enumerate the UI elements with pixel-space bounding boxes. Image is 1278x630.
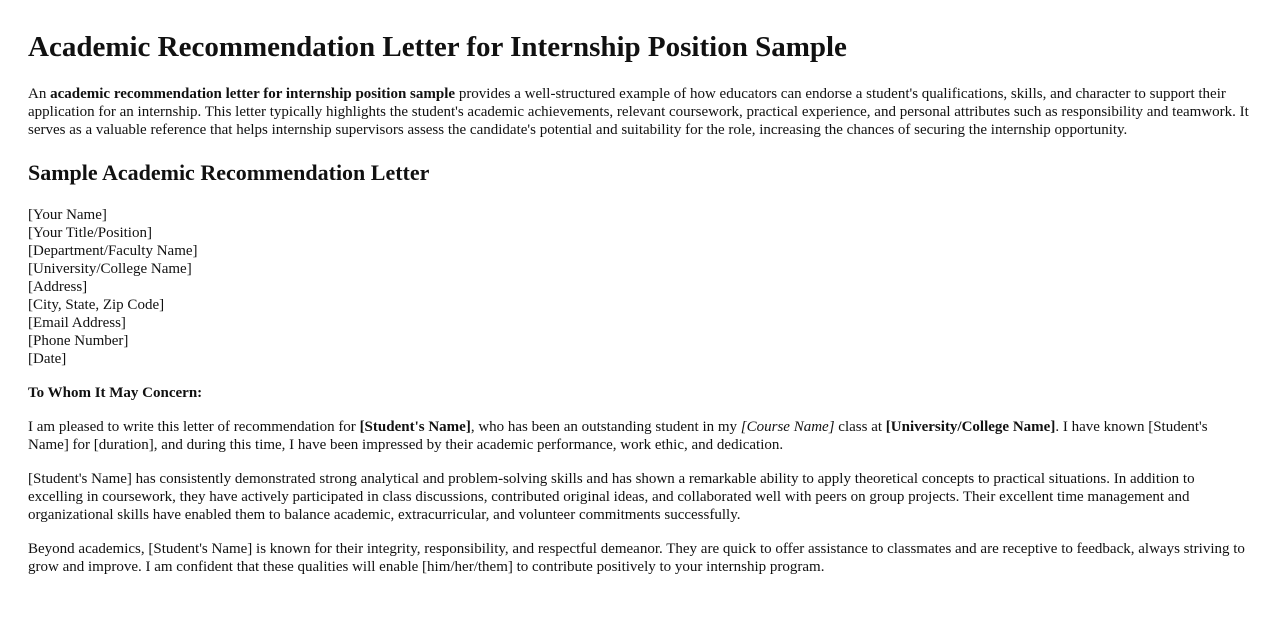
sender-line: [Phone Number]	[28, 333, 129, 349]
letter-paragraph-3: Beyond academics, [Student's Name] is known for their integrity, responsibility, and respectful demeanor. They are quick to offer assistance to classmates and are receptive to feedback, always striving to grow and improve. I am confident that these qualities will enable [him/her/them] to contribute positively to your internship program.	[28, 541, 1245, 575]
intro-rest: provides a well-structured example of how educators can endorse a student's qualifications, skills, and character to support their application for an internship. This letter typically highlights the student's academic achievements, relevant coursework, practical experience, and personal attributes such as responsibility and teamwork. It serves as a valuable reference that helps internship supervisors assess the candidate's potential and suitability for the role, increasing the chances of securing the internship opportunity.	[28, 86, 1249, 138]
page-title: Academic Recommendation Letter for Internship Position Sample	[28, 31, 847, 63]
document	[0, 29, 1278, 576]
sender-line: [Your Title/Position]	[28, 225, 152, 241]
sender-line: [University/College Name]	[28, 261, 192, 277]
intro-bold-phrase: academic recommendation letter for internship position sample	[50, 86, 456, 102]
sender-line: [Email Address]	[28, 315, 126, 331]
sender-line: [Your Name]	[28, 207, 107, 223]
sender-line: [City, State, Zip Code]	[28, 297, 165, 313]
section-title: Sample Academic Recommendation Letter	[28, 160, 430, 185]
letter-paragraph-2: [Student's Name] has consistently demonstrated strong analytical and problem-solving skills and has shown a remarkable ability to apply theoretical concepts to practical situations. In addition to excelling in coursework, they have actively participated in class discussions, contributed original ideas, and collaborated well with peers on group projects. Their excellent time management and organizational skills have enabled them to balance academic, extracurricular, and volunteer commitments successfully.	[28, 471, 1195, 523]
p1-text: I am pleased to write this letter of recommendation for	[28, 419, 360, 435]
p1-text: class at	[834, 419, 886, 435]
p1-course-name: [Course Name]	[740, 419, 835, 435]
sender-line: [Date]	[28, 351, 67, 367]
intro-paragraph	[28, 85, 1250, 139]
sender-line: [Address]	[28, 279, 88, 295]
letter-paragraph-1	[28, 418, 1250, 454]
p1-student-name: [Student's Name]	[359, 419, 471, 435]
sender-address-block	[28, 206, 1250, 368]
p1-text: . I have known [Student's Name] for [duration], and during this time, I have been impressed by their academic performance, work ethic, and dedication.	[28, 419, 1208, 453]
intro-prefix: An	[28, 86, 51, 102]
salutation: To Whom It May Concern:	[28, 385, 203, 401]
p1-university-name: [University/College Name]	[885, 419, 1056, 435]
p1-text: , who has been an outstanding student in my	[470, 419, 741, 435]
sender-line: [Department/Faculty Name]	[28, 243, 198, 259]
